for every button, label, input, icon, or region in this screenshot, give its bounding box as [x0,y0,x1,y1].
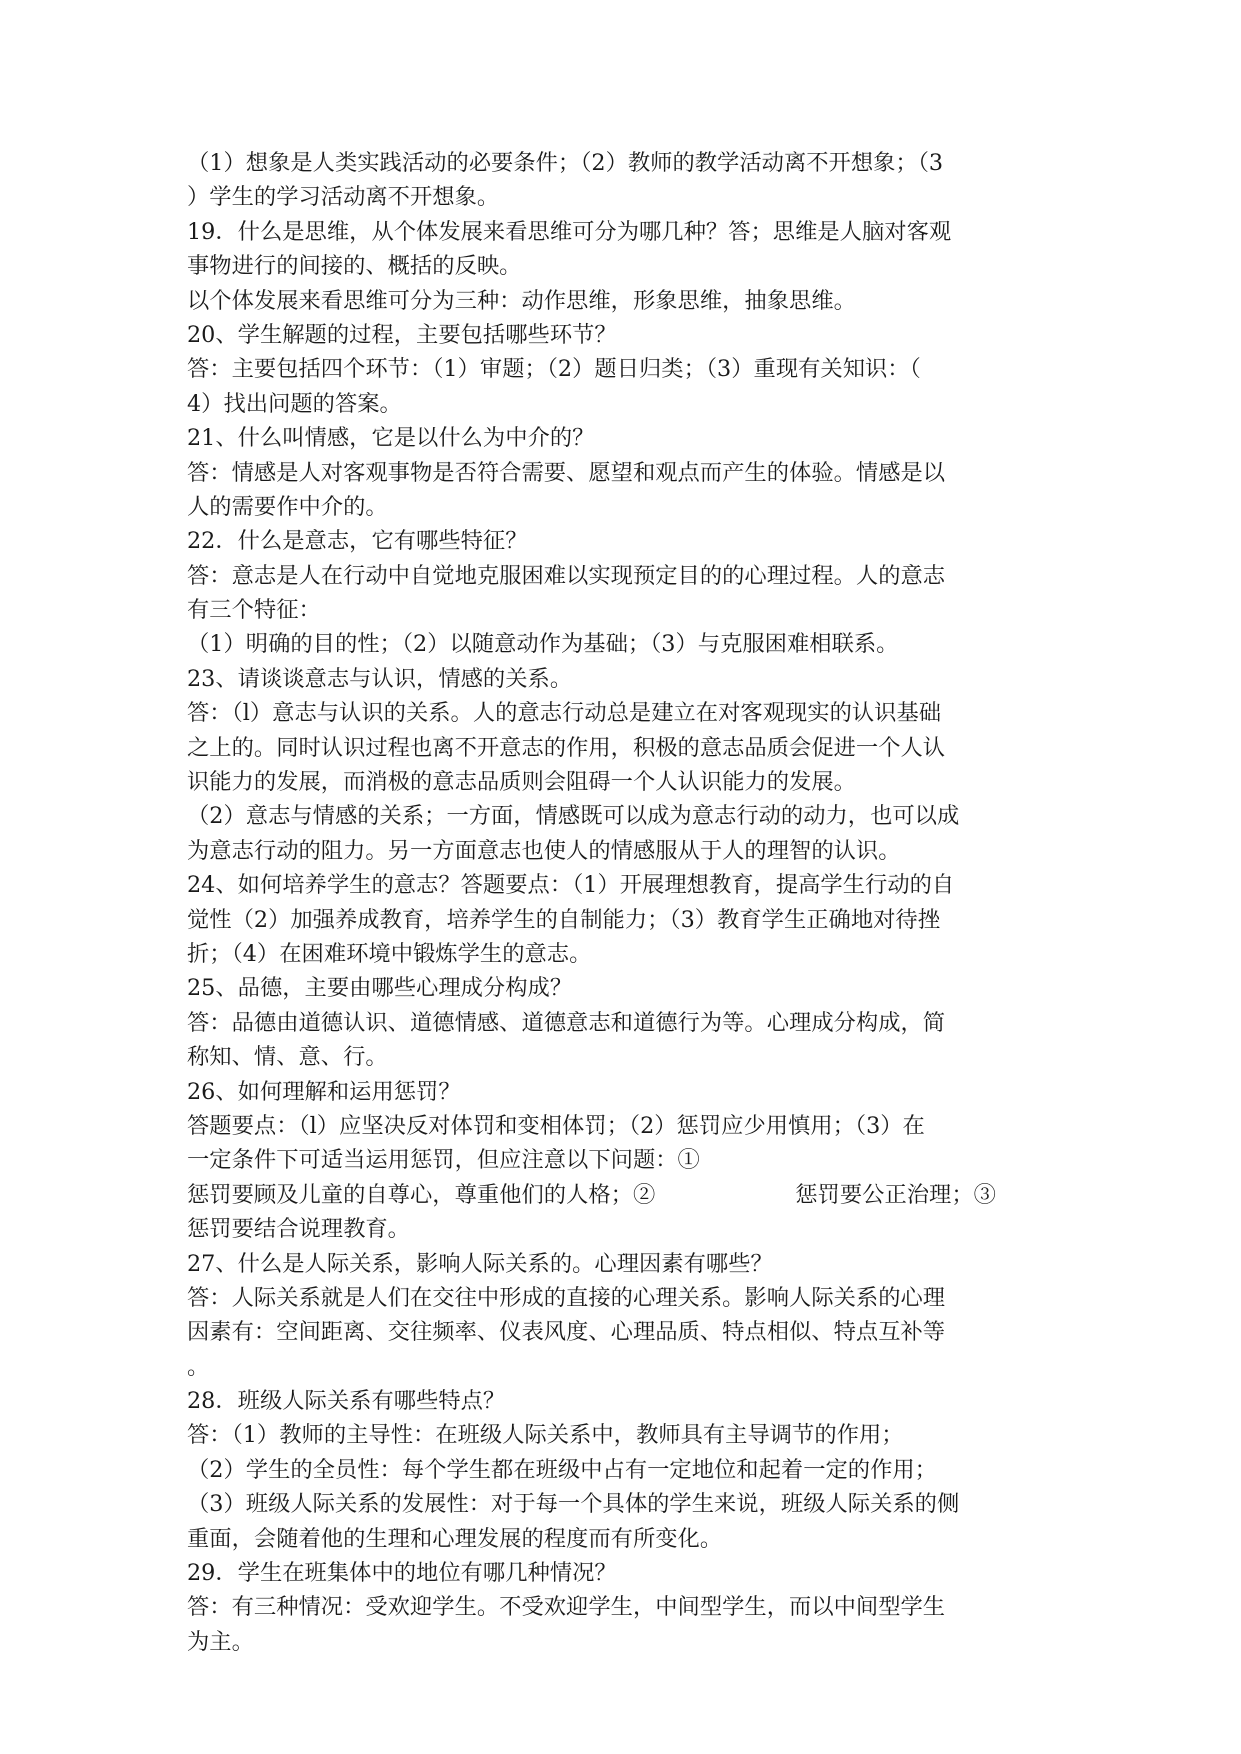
question-heading: 25、品德，主要由哪些心理成分构成？ [187,975,573,1002]
question-heading: 23、请谈谈意志与认识，情感的关系。 [187,665,573,692]
question-heading: 24、如何培养学生的意志？答题要点：（1）开展理想教育，提高学生行动的自 [187,872,955,899]
question-heading: 27、什么是人际关系，影响人际关系的。心理因素有哪些？ [187,1250,773,1277]
text-segment: 惩罚要顾及儿童的自尊心，尊重他们的人格；② [187,1181,656,1208]
text-line: 为主。 [187,1628,254,1655]
text-line: 人的需要作中介的。 [187,493,388,520]
text-line: （1）想象是人类实践活动的必要条件；（2）教师的教学活动离不开想象；（3 [187,150,944,176]
question-heading: 26、如何理解和运用惩罚？ [187,1078,461,1105]
text-line: 惩罚要结合说理教育。 [187,1216,410,1243]
text-line: 。 [187,1353,210,1380]
text-line: 称知、情、意、行。 [187,1044,388,1071]
text-line: 折；（4）在困难环境中锻炼学生的意志。 [187,940,592,967]
text-line: 答：（1）教师的主导性：在班级人际关系中，教师具有主导调节的作用； [187,1422,904,1449]
text-line: 19．什么是思维，从个体发展来看思维可分为哪几种？答；思维是人脑对客观 [187,218,952,245]
text-line: 识能力的发展，而消极的意志品质则会阻碍一个人认识能力的发展。 [187,769,856,796]
text-line: 事物进行的间接的、概括的反映。 [187,253,522,280]
text-line: 重面，会随着他的生理和心理发展的程度而有所变化。 [187,1525,723,1552]
text-line: 为意志行动的阻力。另一方面意志也使人的情感服从于人的理智的认识。 [187,837,901,864]
text-segment: 惩罚要公正治理；③ [795,1181,996,1208]
question-heading: 29．学生在班集体中的地位有哪几种情况？ [187,1560,617,1587]
text-line: 答：情感是人对客观事物是否符合需要、愿望和观点而产生的体验。情感是以 [187,459,946,486]
text-line: 以个体发展来看思维可分为三种：动作思维，形象思维，抽象思维。 [187,287,856,314]
text-line: （2）意志与情感的关系；一方面，情感既可以成为意志行动的动力，也可以成 [187,803,960,830]
document-page [187,146,1067,1659]
text-line: （2）学生的全员性：每个学生都在班级中占有一定地位和起着一定的作用； [187,1456,937,1483]
question-heading: 22．什么是意志，它有哪些特征？ [187,528,528,555]
text-line: 答：（l）意志与认识的关系。人的意志行动总是建立在对客观现实的认识基础 [187,700,942,727]
text-line: 一定条件下可适当运用惩罚，但应注意以下问题：① [187,1147,700,1174]
text-line: 有三个特征： [187,597,321,624]
text-line: 觉性（2）加强养成教育，培养学生的自制能力；（3）教育学生正确地对待挫 [187,906,941,933]
text-line: 答：主要包括四个环节：（1）审题；（2）题日归类；（3）重现有关知识：（ [187,356,921,383]
text-line: 4）找出问题的答案。 [187,390,402,417]
text-line: ）学生的学习活动离不开想象。 [187,184,500,211]
text-line: 答题要点：（l）应坚决反对体罚和变相体罚；（2）惩罚应少用慎用；（3）在 [187,1112,925,1139]
text-line: 答：品德由道德认识、道德情感、道德意志和道德行为等。心理成分构成，简 [187,1009,946,1036]
text-line: （3）班级人际关系的发展性：对于每一个具体的学生来说，班级人际关系的侧 [187,1491,960,1518]
question-heading: 20、学生解题的过程，主要包括哪些环节？ [187,321,617,348]
text-line: 之上的。同时认识过程也离不开意志的作用，积极的意志品质会促进一个人认 [187,734,946,761]
text-line [187,1178,1067,1212]
text-line: 答：意志是人在行动中自觉地克服困难以实现预定目的的心理过程。人的意志 [187,562,946,589]
text-line: 答：有三种情况：受欢迎学生。不受欢迎学生，中间型学生，而以中间型学生 [187,1594,946,1621]
text-line: （1）明确的目的性；（2）以随意动作为基础；（3）与克服困难相联系。 [187,631,899,658]
question-heading: 21、什么叫情感，它是以什么为中介的？ [187,425,595,452]
text-line: 因素有：空间距离、交往频率、仪表风度、心理品质、特点相似、特点互补等 [187,1319,946,1346]
question-heading: 28．班级人际关系有哪些特点？ [187,1388,506,1415]
text-line: 答：人际关系就是人们在交往中形成的直接的心理关系。影响人际关系的心理 [187,1284,946,1311]
